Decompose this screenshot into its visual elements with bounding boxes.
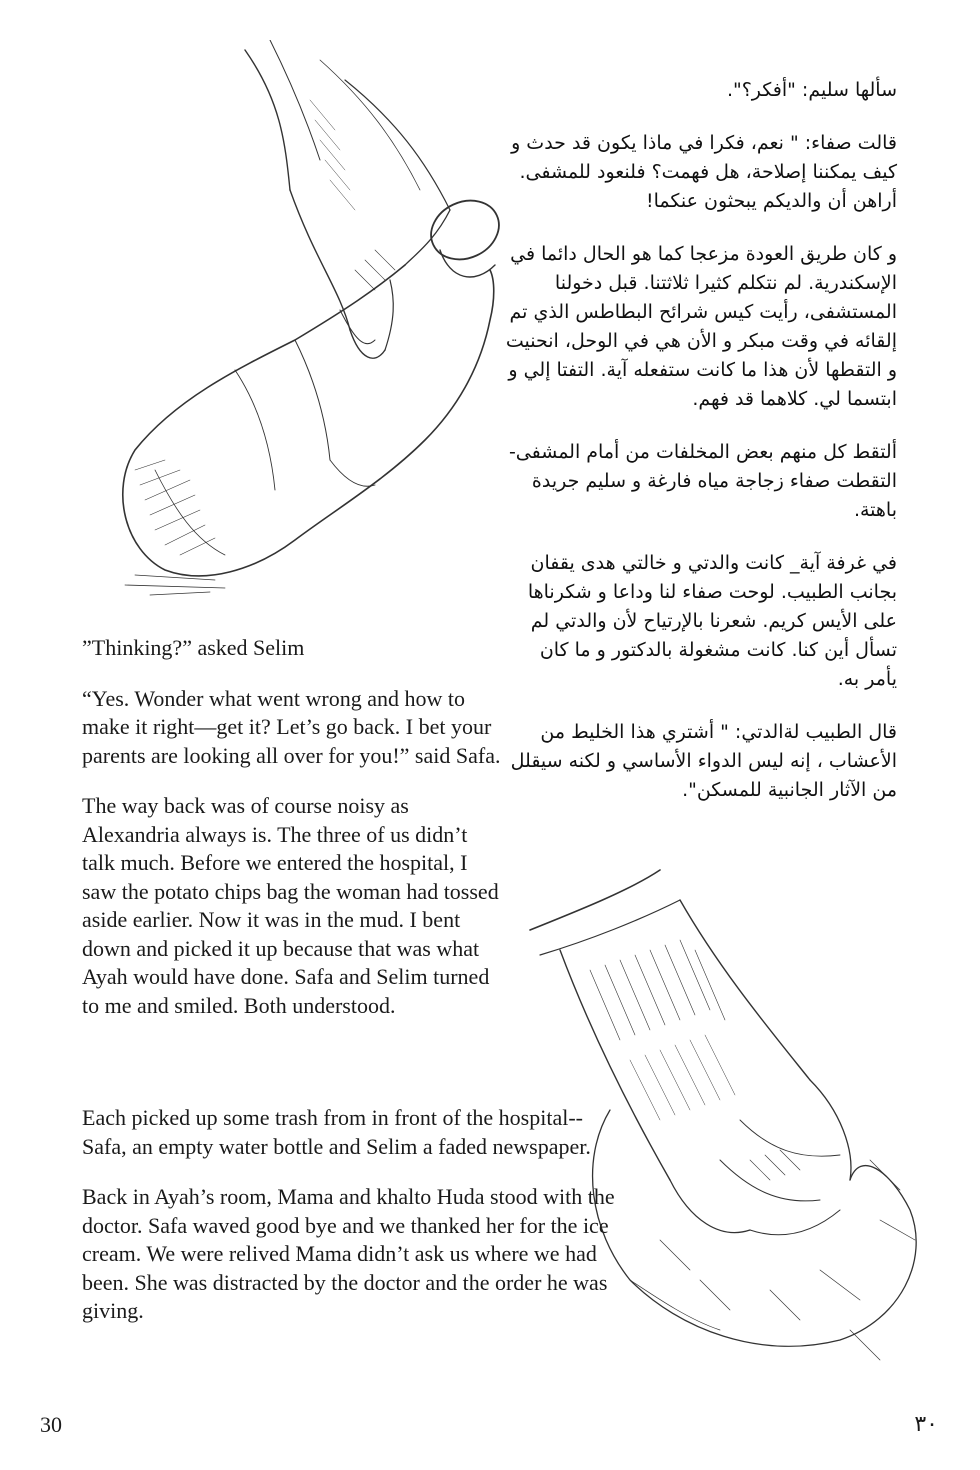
arabic-paragraph: في غرفة آية_ كانت والدتي و خالتي هدى يقفان بجانب الطبيب. لوحت صفاء لنا وداعا و شكرناها على الأيس كريم. شعرنا بالإرتياح لأن والدتي لم تسأل أين كنا. كانت مشغولة بالدكتور و ما كان يأمر به. (527, 552, 897, 690)
arabic-paragraph: قالت صفاء: " نعم، فكرا في ماذا يكون قد حدث و كيف يمكننا إصلاحة، هل فهمت؟ فلنعود للمشفى. أراهن أن والديكم يبحثون عنكما! (511, 132, 897, 212)
english-paragraph: ”Thinking?” asked Selim (82, 635, 305, 660)
english-paragraph: Back in Ayah’s room, Mama and khalto Huda stood with the doctor. Safa waved good bye and we thanked her for the ice cream. We were relived Mama didn’t ask us where we had been. She was distracted by the doctor and the order he was giving. (82, 1184, 615, 1323)
english-paragraph: Each picked up some trash from in front of the hospital--Safa, an empty water bottle and Selim a faded newspaper. (82, 1105, 591, 1159)
english-paragraph: The way back was of course noisy as Alexandria always is. The three of us didn’t talk much. Before we entered the hospital, I saw the potato chips bag the woman had tossed aside earlier. Now it was in the mud. I bent down and picked it up because that was what Ayah would have done. Safa and Selim turned to me and smiled. Both understood. (82, 793, 499, 1018)
page-number-right: ٣٠ (914, 1412, 938, 1437)
english-text-upper (82, 634, 502, 1020)
page-number-left: 30 (40, 1412, 62, 1437)
hand-bottle-sketch (95, 40, 515, 620)
arabic-paragraph: و كان طريق العودة مزعجا كما هو الحال دائما في الإسكندرية. لم نتكلم كثيرا ثلاثتنا. قبل دخولنا المستشفى، رأيت كيس شرائح البطاطس الذي تم إلقائه في وقت مبكر و الأن هي في الوحل، انحنيت و التقطها لأن هذا ما كانت ستفعله آية. التفتا إلي و ابتسما لي. كلاهما قد فهم. (505, 243, 897, 410)
english-text-lower (82, 1104, 622, 1326)
arabic-paragraph: قال الطبيب لةالدتي: " أشتري هذا الخليط من الأعشاب ، إنه ليس الدواء الأساسي و لكنه سيقلل من الآثار الجانبية للمسكن". (510, 721, 897, 801)
arabic-paragraph: سألها سليم: "أفكر؟". (726, 79, 897, 101)
arabic-paragraph: ألتقط كل منهم بعض المخلفات من أمام المشفى- التقطت صفاء زجاجة مياه فارغة و سليم جريدة باهتة. (508, 441, 897, 521)
english-paragraph: “Yes. Wonder what went wrong and how to make it right—get it? Let’s go back. I bet your parents are looking all over for you!” said Safa. (82, 685, 501, 768)
arabic-text (505, 76, 897, 805)
